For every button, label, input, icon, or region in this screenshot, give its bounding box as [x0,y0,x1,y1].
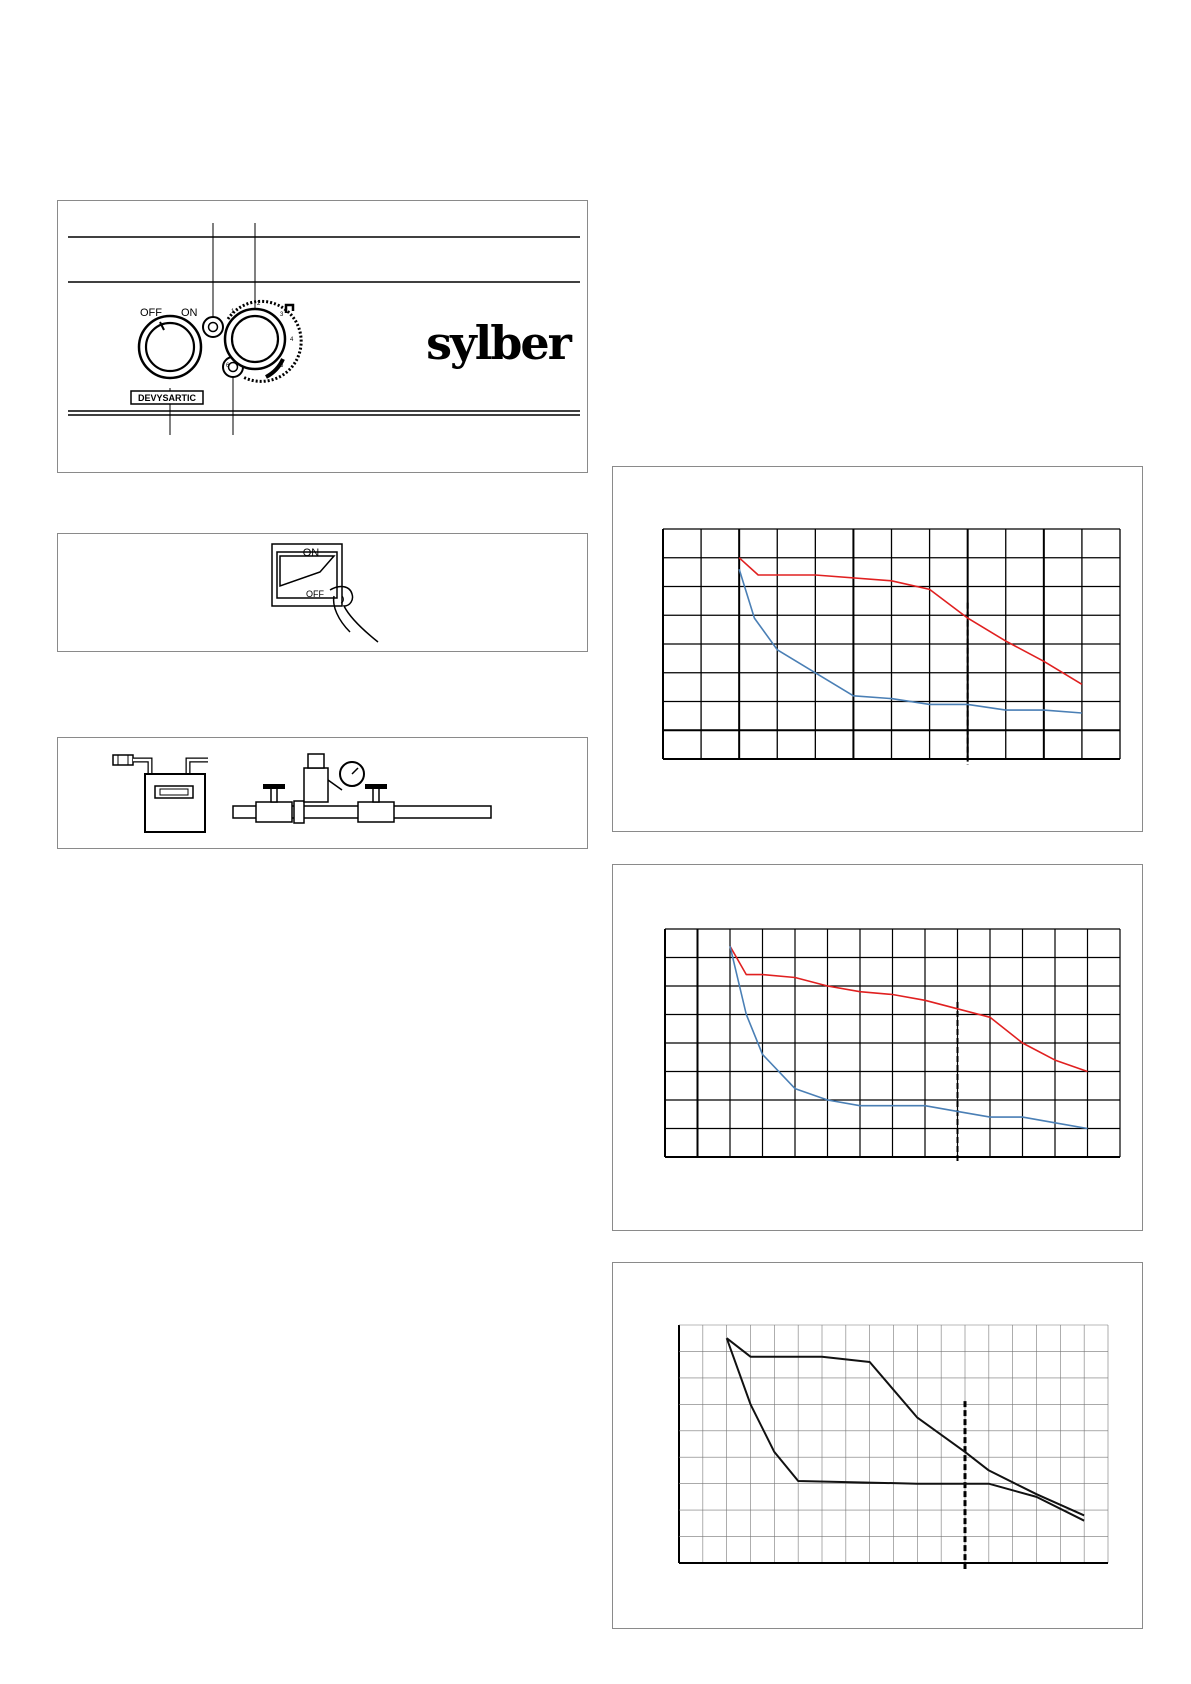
control-panel-drawing [58,201,587,472]
gas-meter-icon [113,755,208,832]
control-panel-figure [57,200,588,473]
series-line-1 [730,946,1088,1071]
supply-figure [57,737,588,849]
series-line-2 [727,1338,1084,1521]
dial-mark-4: 4 [290,337,294,343]
chart-2 [613,865,1142,1230]
series-line-2 [739,569,1082,713]
model-badge: DEVYSARTIC [137,393,197,403]
indicator-lamp-top [203,317,223,337]
dial-mark-5: 5 [280,363,284,369]
series-line-1 [727,1338,1084,1515]
switch-off-label: OFF [140,307,162,319]
chart-2-frame [612,864,1143,1231]
dial-mark-6: 6 [226,363,230,369]
chart-1 [613,467,1142,831]
switch-on-label: ON [181,307,198,319]
supply-drawing [58,738,587,848]
sylber-logo: sylber [426,316,570,370]
series-line-2 [730,946,1088,1128]
switch-off-text: OFF [306,589,324,599]
dial-mark-2: 2 [257,301,261,307]
chart-3-frame [612,1262,1143,1629]
switch-on-text: ON [302,547,320,559]
series-line-1 [739,558,1082,685]
mains-switch-drawing [58,534,587,651]
dial-mark-1: 1 [231,309,235,315]
mains-switch-figure [57,533,588,652]
chart-1-frame [612,466,1143,832]
dial-mark-3: 3 [280,312,284,318]
power-switch-knob[interactable] [139,316,201,378]
water-valve-assembly-icon [233,754,491,823]
chart-3 [613,1263,1142,1628]
